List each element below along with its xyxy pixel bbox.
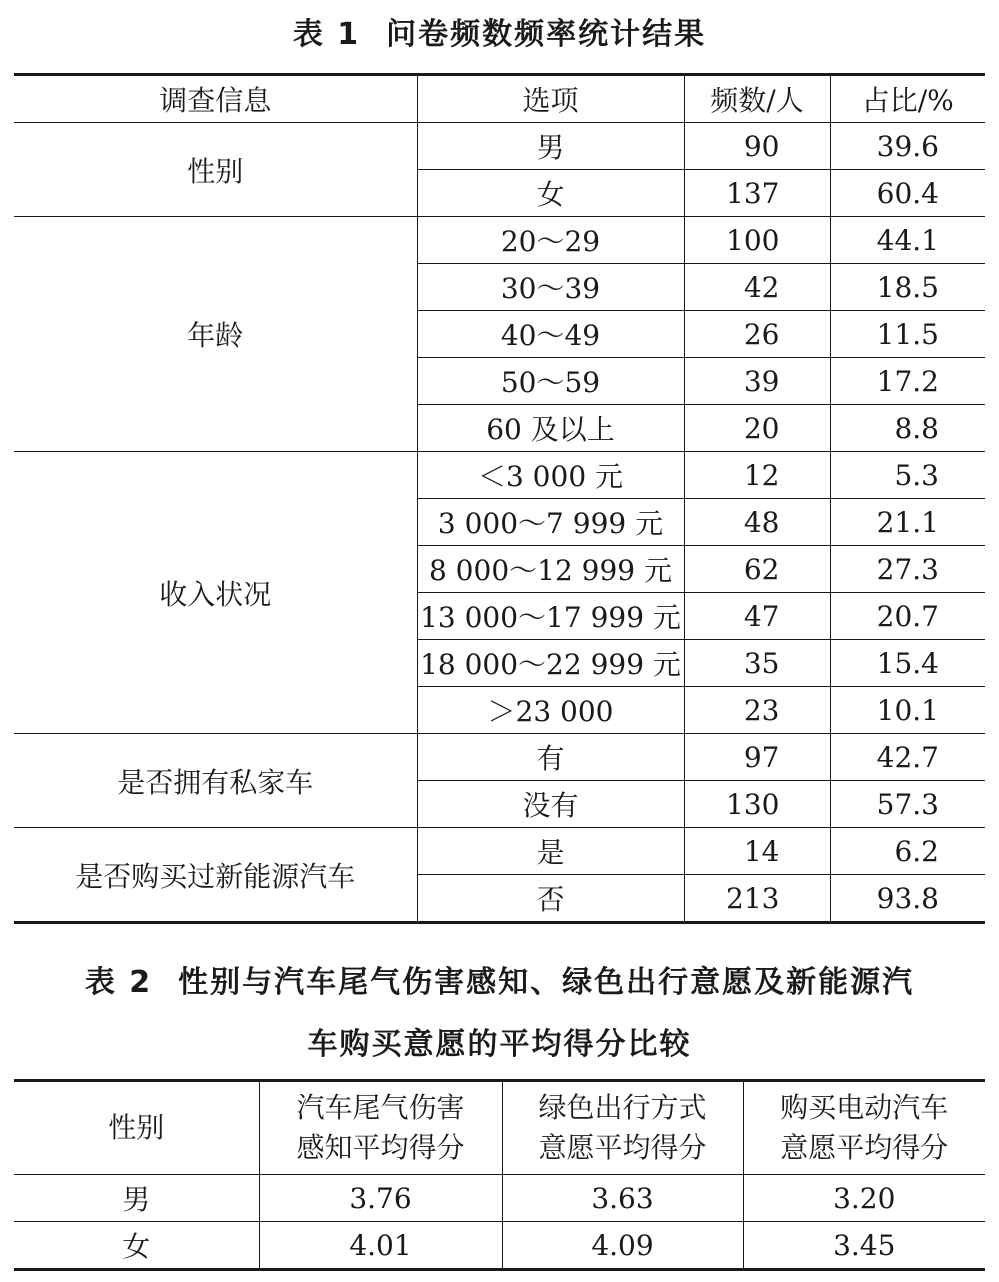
table1-option-cell: 否 [417, 875, 684, 923]
table2-score-cell: 4.01 [259, 1222, 502, 1270]
table1-option-cell: 50～59 [417, 358, 684, 405]
table1-option-cell: ＞23 000 [417, 687, 684, 734]
table1-percent-cell: 10.1 [830, 687, 985, 734]
table1-count-cell: 35 [684, 640, 830, 687]
table1-option-cell: 60 及以上 [417, 405, 684, 452]
table2-header-green-travel-line2: 意愿平均得分 [538, 1131, 707, 1164]
table2-score-cell: 3.45 [743, 1222, 985, 1270]
table2-header-ev-purchase-line1: 购买电动汽车 [780, 1091, 949, 1124]
table1 [14, 73, 985, 924]
table1-option-cell: 8 000～12 999 元 [417, 546, 684, 593]
table2-gender-cell: 女 [14, 1222, 259, 1270]
table1-percent-cell: 17.2 [830, 358, 985, 405]
table-row [14, 452, 985, 499]
table1-percent-cell: 57.3 [830, 781, 985, 828]
table1-percent-cell: 42.7 [830, 734, 985, 781]
table2-header-ev-purchase-line2: 意愿平均得分 [780, 1131, 949, 1164]
table2-score-cell: 3.20 [743, 1175, 985, 1222]
table1-count-cell: 26 [684, 311, 830, 358]
table1-header-option: 选项 [417, 75, 684, 123]
table1-option-cell: 40～49 [417, 311, 684, 358]
table1-header-survey-info: 调查信息 [14, 75, 417, 123]
table2-score-cell: 4.09 [502, 1222, 743, 1270]
table2-title-line2: 车购买意愿的平均得分比较 [307, 1027, 692, 1062]
table2-header-exhaust-harm [259, 1081, 502, 1175]
table1-count-cell: 42 [684, 264, 830, 311]
table1-percent-cell: 20.7 [830, 593, 985, 640]
table1-group-label: 年龄 [14, 217, 417, 452]
table1-percent-cell: 44.1 [830, 217, 985, 264]
table2-header-ev-purchase [743, 1081, 985, 1175]
table1-title: 问卷频数频率统计结果 [386, 17, 707, 52]
table1-percent-cell: 39.6 [830, 123, 985, 170]
table1-count-cell: 20 [684, 405, 830, 452]
table1-option-cell: 3 000～7 999 元 [417, 499, 684, 546]
table1-caption [0, 12, 999, 58]
table1-percent-cell: 60.4 [830, 170, 985, 217]
table2-caption-line1 [0, 958, 999, 1008]
table1-option-cell: 是 [417, 828, 684, 875]
table1-count-cell: 47 [684, 593, 830, 640]
table1-percent-cell: 93.8 [830, 875, 985, 923]
table1-option-cell: 13 000～17 999 元 [417, 593, 684, 640]
table1-option-cell: 男 [417, 123, 684, 170]
table1-count-cell: 48 [684, 499, 830, 546]
table1-count-cell: 23 [684, 687, 830, 734]
table2-title-line1: 性别与汽车尾气伤害感知、绿色出行意愿及新能源汽 [178, 965, 915, 1000]
table1-percent-cell: 15.4 [830, 640, 985, 687]
table2-caption-line2 [0, 1022, 999, 1068]
table2-header-gender-line: 性别 [108, 1111, 165, 1144]
table1-option-cell: 18 000～22 999 元 [417, 640, 684, 687]
table1-count-cell: 213 [684, 875, 830, 923]
table-row [14, 217, 985, 264]
table-row [14, 1222, 985, 1270]
table1-option-cell: 没有 [417, 781, 684, 828]
table1-option-cell: 30～39 [417, 264, 684, 311]
table1-percent-cell: 18.5 [830, 264, 985, 311]
table1-header-row [14, 75, 985, 123]
table-row [14, 828, 985, 875]
table1-group-label: 性别 [14, 123, 417, 217]
table1-header-percent: 占比/% [830, 75, 985, 123]
table2-header-exhaust-harm-line2: 感知平均得分 [296, 1131, 465, 1164]
table1-option-cell: 20～29 [417, 217, 684, 264]
table1-option-cell: ＜3 000 元 [417, 452, 684, 499]
table2 [14, 1079, 985, 1271]
table2-header-exhaust-harm-line1: 汽车尾气伤害 [296, 1091, 465, 1124]
table1-count-cell: 62 [684, 546, 830, 593]
table2-body [14, 1175, 985, 1270]
table-row [14, 734, 985, 781]
table1-option-cell: 女 [417, 170, 684, 217]
table2-header-green-travel [502, 1081, 743, 1175]
table1-count-cell: 97 [684, 734, 830, 781]
table1-number: 表 1 [292, 17, 361, 52]
table1-percent-cell: 8.8 [830, 405, 985, 452]
table1-count-cell: 90 [684, 123, 830, 170]
table-row [14, 1175, 985, 1222]
table1-count-cell: 39 [684, 358, 830, 405]
table1-body [14, 123, 985, 923]
table1-count-cell: 14 [684, 828, 830, 875]
table1-group-label: 收入状况 [14, 452, 417, 734]
table1-option-cell: 有 [417, 734, 684, 781]
table1-percent-cell: 21.1 [830, 499, 985, 546]
table1-group-label: 是否拥有私家车 [14, 734, 417, 828]
table2-gender-cell: 男 [14, 1175, 259, 1222]
table2-number: 表 2 [84, 965, 153, 1000]
table1-percent-cell: 11.5 [830, 311, 985, 358]
table1-percent-cell: 5.3 [830, 452, 985, 499]
table1-count-cell: 137 [684, 170, 830, 217]
table2-header-gender [14, 1081, 259, 1175]
table2-score-cell: 3.76 [259, 1175, 502, 1222]
table1-group-label: 是否购买过新能源汽车 [14, 828, 417, 923]
table1-percent-cell: 27.3 [830, 546, 985, 593]
table2-header-row [14, 1081, 985, 1175]
table2-header-green-travel-line1: 绿色出行方式 [538, 1091, 707, 1124]
table1-count-cell: 12 [684, 452, 830, 499]
table-row [14, 123, 985, 170]
table1-count-cell: 100 [684, 217, 830, 264]
table1-count-cell: 130 [684, 781, 830, 828]
table2-score-cell: 3.63 [502, 1175, 743, 1222]
table1-header-count: 频数/人 [684, 75, 830, 123]
table1-percent-cell: 6.2 [830, 828, 985, 875]
